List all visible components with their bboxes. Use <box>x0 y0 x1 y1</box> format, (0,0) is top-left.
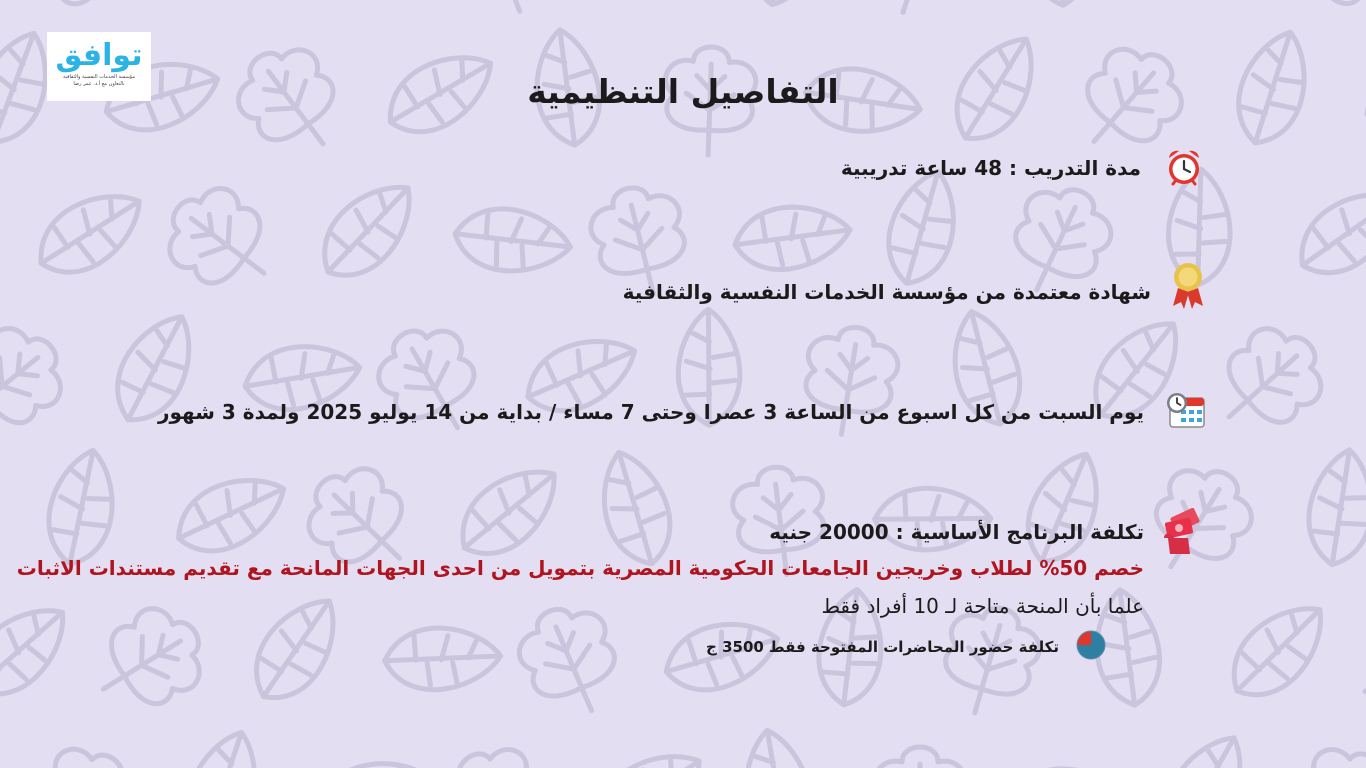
leaf-outline <box>1008 453 1118 565</box>
leaf-outline <box>310 0 432 20</box>
leaf-outline <box>1270 730 1366 768</box>
logo-word <box>47 38 151 74</box>
leaf-outline <box>997 0 1119 10</box>
leaf-outline <box>312 737 428 768</box>
leaf-outline <box>717 729 838 768</box>
leaf-outline <box>166 732 280 768</box>
leaf-outline <box>380 598 502 720</box>
logo-subtitle: مؤسسة الخدمات النفسية والثقافية <box>62 74 136 80</box>
leaf-outline <box>12 0 151 27</box>
leaf-outline <box>0 605 63 700</box>
leaf-outline <box>432 730 570 768</box>
leaf-outline <box>1339 593 1366 729</box>
leaf-outline <box>1153 737 1256 768</box>
alarm-clock-icon <box>1163 146 1205 188</box>
leaf-outline <box>864 171 980 288</box>
certificate-text: شهادة معتمدة من مؤسسة الخدمات النفسية والثقافية <box>622 280 1151 304</box>
leaf-outline <box>508 594 633 729</box>
leaf-outline <box>461 463 555 560</box>
calendar-clock-icon <box>1165 390 1207 430</box>
open-lectures-cost-text: تكلفة حضور المحاضرات المفتوحة فقط 3500 ج <box>706 638 1059 656</box>
leaf-outline <box>451 180 572 300</box>
leaf-outline <box>22 449 140 568</box>
leaf-outline <box>721 0 840 9</box>
leaf-outline <box>0 312 80 450</box>
leaf-outline <box>37 180 140 286</box>
leaf-outline <box>591 0 709 16</box>
leaf-outline <box>1269 0 1366 28</box>
base-cost-text: تكلفة البرنامج الأساسية : 20000 جنيه <box>769 520 1144 544</box>
page-title: التفاصيل التنظيمية <box>527 72 839 111</box>
logo-word-text: توافق <box>55 38 143 73</box>
leaf-outline <box>151 172 292 309</box>
leaf-outline <box>1234 606 1321 697</box>
leaf-outline <box>875 747 965 768</box>
leaf-outline <box>1011 740 1132 768</box>
leaf-outline <box>10 730 149 768</box>
leaf-outline <box>174 458 284 570</box>
leaf-outline <box>79 594 218 728</box>
leaf-outline <box>577 451 695 568</box>
leaf-outline <box>1281 449 1366 569</box>
discount-text: خصم 50% لطلاب وخريجين الجامعات الحكومية المصرية بتمويل من احدى الجهات المانحة مع تقديم مستندات الاثبات <box>16 556 1144 580</box>
money-hand-icon <box>1158 508 1204 558</box>
logo-subtitle-2: بالتعاون مع أ.د. عمر رضا <box>73 81 125 87</box>
leaf-outline <box>247 600 344 700</box>
leaf-outline <box>439 0 562 28</box>
leaf-outline <box>1360 314 1366 425</box>
leaf-outline <box>325 187 409 275</box>
leaf-outline <box>597 740 700 768</box>
training-duration-text: مدة التدريب : 48 ساعة تدريبية <box>840 156 1141 180</box>
schedule-text: يوم السبت من كل اسبوع من الساعة 3 عصرا وحتى 7 مساء / بداية من 14 يوليو 2025 ولمدة 3 شهور <box>158 400 1144 424</box>
medal-icon <box>1170 262 1206 310</box>
leaf-outline <box>364 312 496 451</box>
leaf-outline <box>1199 311 1340 450</box>
leaf-outline <box>1299 182 1366 284</box>
grant-note-text: علما بأن المنحة متاحة لـ 10 أفراد فقط <box>821 594 1144 618</box>
pie-chart-icon <box>1075 629 1107 661</box>
leaf-outline <box>860 0 979 26</box>
